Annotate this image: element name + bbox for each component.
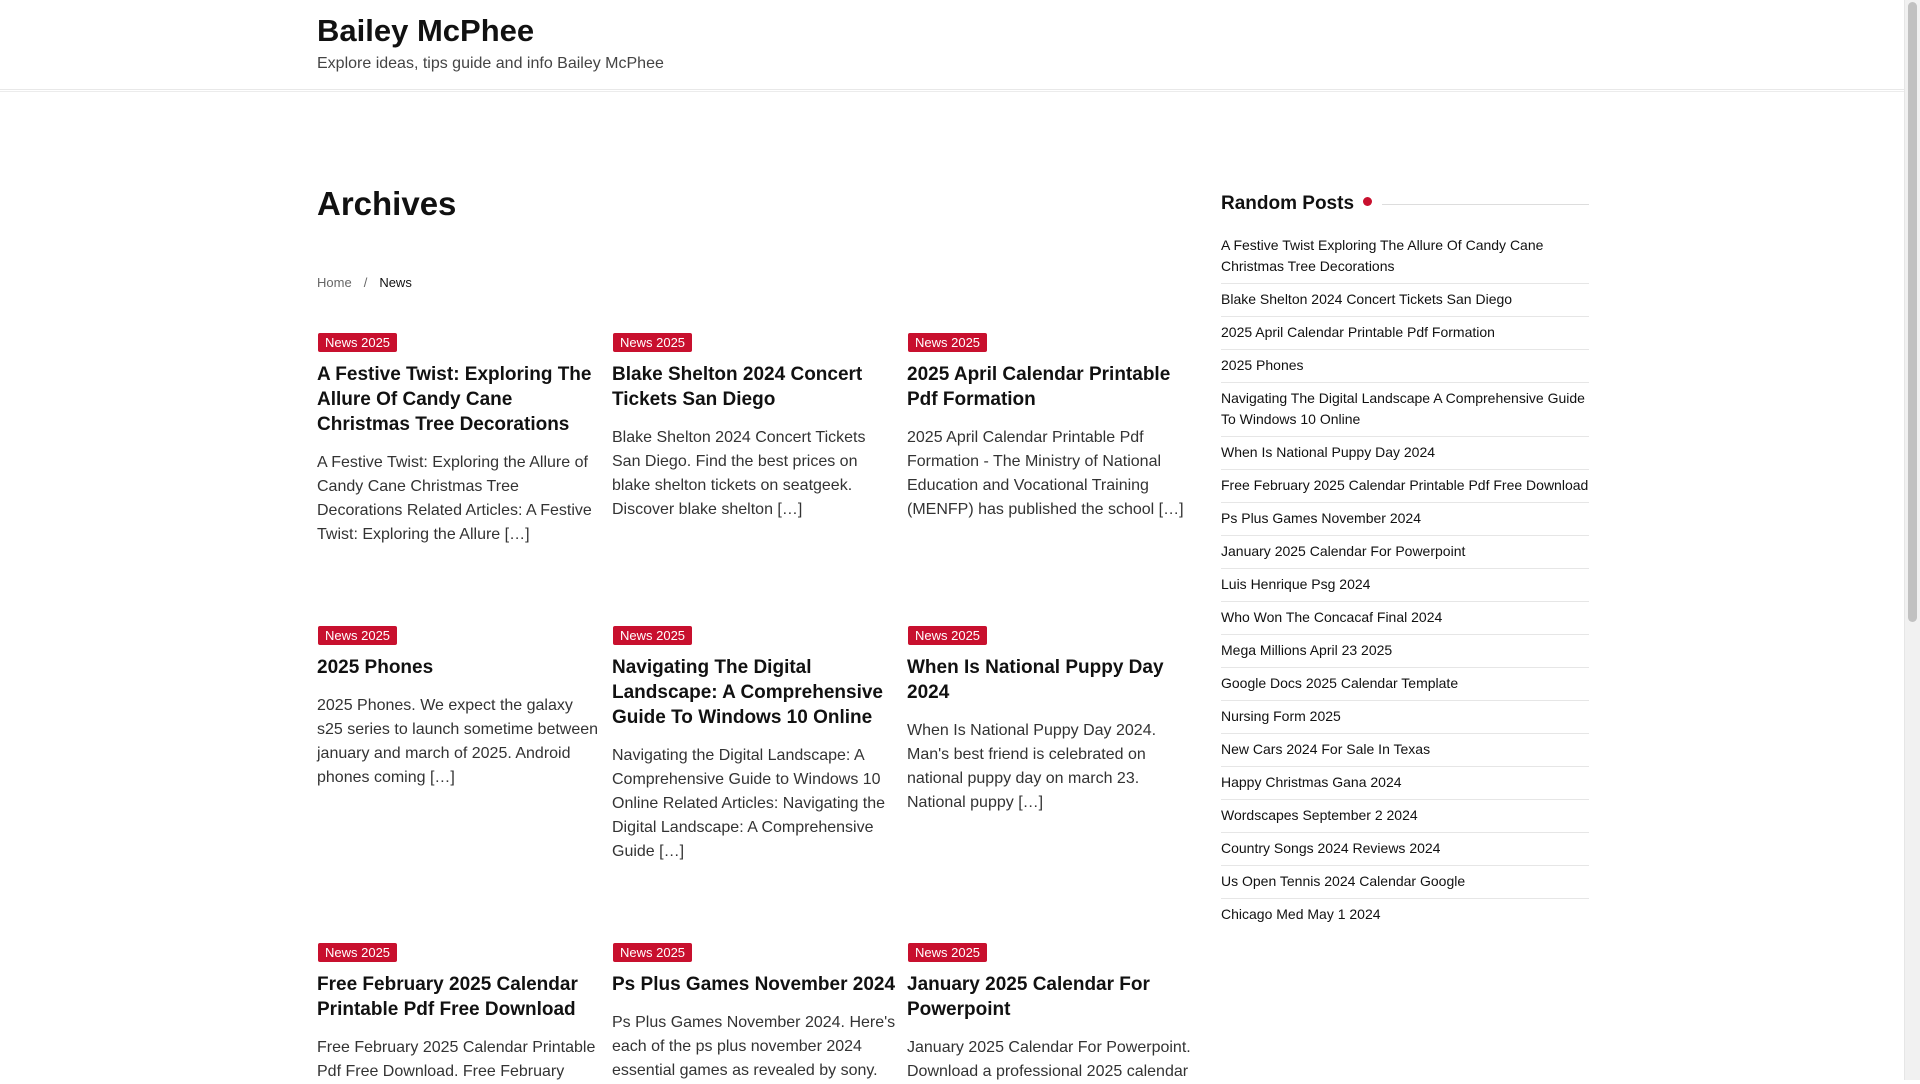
post-title-link[interactable]: Free February 2025 Calendar Printable Pdf Free Download [317,974,578,1020]
post-excerpt: Free February 2025 Calendar Printable Pdf Free Download. Free February [317,1039,596,1080]
random-post-link[interactable]: January 2025 Calendar For Powerpoint [1221,536,1589,569]
random-post-link[interactable]: Ps Plus Games November 2024 [1221,503,1589,536]
post-excerpt: Ps Plus Games November 2024. Here's each of the ps plus november 2024 essential games as revealed by sony. [612,1014,896,1079]
random-post-link[interactable]: Chicago Med May 1 2024 [1221,906,1381,922]
random-post-link[interactable]: Google Docs 2025 Calendar Template [1221,668,1589,701]
post-card [612,943,897,1083]
post-title-link[interactable]: Blake Shelton 2024 Concert Tickets San Diego [612,364,863,410]
category-badge[interactable]: News 2025 [613,943,692,962]
site-title-link[interactable]: Bailey McPhee [317,13,535,48]
random-post-link[interactable]: Nursing Form 2025 [1221,701,1589,734]
random-post-link[interactable]: Country Songs 2024 Reviews 2024 [1221,833,1589,866]
post-card [317,333,602,547]
random-post-link[interactable]: Us Open Tennis 2024 Calendar Google [1221,866,1589,899]
post-card [612,626,897,864]
random-post-link[interactable]: A Festive Twist Exploring The Allure Of Candy Cane Christmas Tree Decorations [1221,230,1589,284]
random-post-link[interactable]: Happy Christmas Gana 2024 [1221,767,1589,800]
category-badge[interactable]: News 2025 [613,333,692,352]
post-card [612,333,897,522]
random-post-link[interactable]: Blake Shelton 2024 Concert Tickets San Diego [1221,284,1589,317]
widget-title-text: Random Posts [1221,193,1355,214]
post-title-link[interactable]: January 2025 Calendar For Powerpoint [907,974,1150,1020]
post-title-link[interactable]: A Festive Twist: Exploring The Allure Of Candy Cane Christmas Tree Decorations [317,364,592,435]
category-badge[interactable]: News 2025 [908,333,987,352]
post-card [907,333,1192,522]
sidebar-random-posts [1221,192,1589,931]
random-post-link[interactable]: Luis Henrique Psg 2024 [1221,569,1589,602]
post-excerpt: 2025 April Calendar Printable Pdf Formation - The Ministry of National Education and Vocational Training (MENFP) has published the school […] [907,429,1184,518]
post-excerpt: A Festive Twist: Exploring the Allure of Candy Cane Christmas Tree Decorations Related Articles: A Festive Twist: Exploring the Allure […] [317,454,592,543]
random-post-link[interactable]: 2025 April Calendar Printable Pdf Formation [1221,317,1589,350]
random-post-link[interactable]: New Cars 2024 For Sale In Texas [1221,734,1589,767]
random-post-link[interactable]: Mega Millions April 23 2025 [1221,635,1589,668]
post-excerpt: When Is National Puppy Day 2024. Man's best friend is celebrated on national puppy day on march 23. National puppy […] [907,722,1157,811]
header-divider [0,89,1905,90]
post-excerpt: January 2025 Calendar For Powerpoint. Download a professional 2025 calendar [907,1039,1191,1080]
page-title: Archives [317,185,457,222]
random-post-link[interactable]: When Is National Puppy Day 2024 [1221,437,1589,470]
random-posts-list [1221,230,1589,931]
post-excerpt: 2025 Phones. We expect the galaxy s25 series to launch sometime between january and march of 2025. Android phones coming […] [317,697,599,786]
category-badge[interactable]: News 2025 [908,943,987,962]
site-header [0,0,1905,92]
category-badge[interactable]: News 2025 [318,333,397,352]
page-scrollbar[interactable] [1904,0,1920,1080]
random-post-link[interactable]: Wordscapes September 2 2024 [1221,800,1589,833]
category-badge[interactable]: News 2025 [318,626,397,645]
random-post-link[interactable]: Who Won The Concacaf Final 2024 [1221,602,1589,635]
breadcrumb-separator: / [363,275,368,290]
post-card [907,626,1192,815]
random-post-link[interactable]: Free February 2025 Calendar Printable Pdf Free Download [1221,470,1589,503]
breadcrumb-current: News [379,275,412,290]
post-title-link[interactable]: When Is National Puppy Day 2024 [907,657,1164,703]
category-badge[interactable]: News 2025 [908,626,987,645]
random-post-link[interactable]: Navigating The Digital Landscape A Comprehensive Guide To Windows 10 Online [1221,383,1589,437]
post-title-link[interactable]: Navigating The Digital Landscape: A Comprehensive Guide To Windows 10 Online [612,657,884,728]
post-excerpt: Blake Shelton 2024 Concert Tickets San Diego. Find the best prices on blake shelton tickets on seatgeek. Discover blake shelton […] [612,429,866,518]
breadcrumb-home-link[interactable]: Home [317,275,352,290]
post-card [907,943,1192,1084]
post-card [317,943,602,1084]
accent-dot-icon [1363,197,1372,206]
widget-header [1221,192,1589,216]
post-title-link[interactable]: 2025 Phones [317,657,434,678]
post-title-link[interactable]: Ps Plus Games November 2024 [612,974,896,995]
random-post-link[interactable]: 2025 Phones [1221,350,1589,383]
site-description: Explore ideas, tips guide and info Bailey McPhee [317,55,664,72]
post-card [317,626,602,790]
post-excerpt: Navigating the Digital Landscape: A Comprehensive Guide to Windows 10 Online Related Articles: Navigating the Digital Landscape: A Comprehensive Guide […] [612,747,886,860]
post-title-link[interactable]: 2025 April Calendar Printable Pdf Formation [907,364,1171,410]
category-badge[interactable]: News 2025 [318,943,397,962]
widget-title [1221,192,1382,216]
breadcrumb [317,275,412,291]
category-badge[interactable]: News 2025 [613,626,692,645]
scrollbar-thumb[interactable] [1908,2,1917,622]
